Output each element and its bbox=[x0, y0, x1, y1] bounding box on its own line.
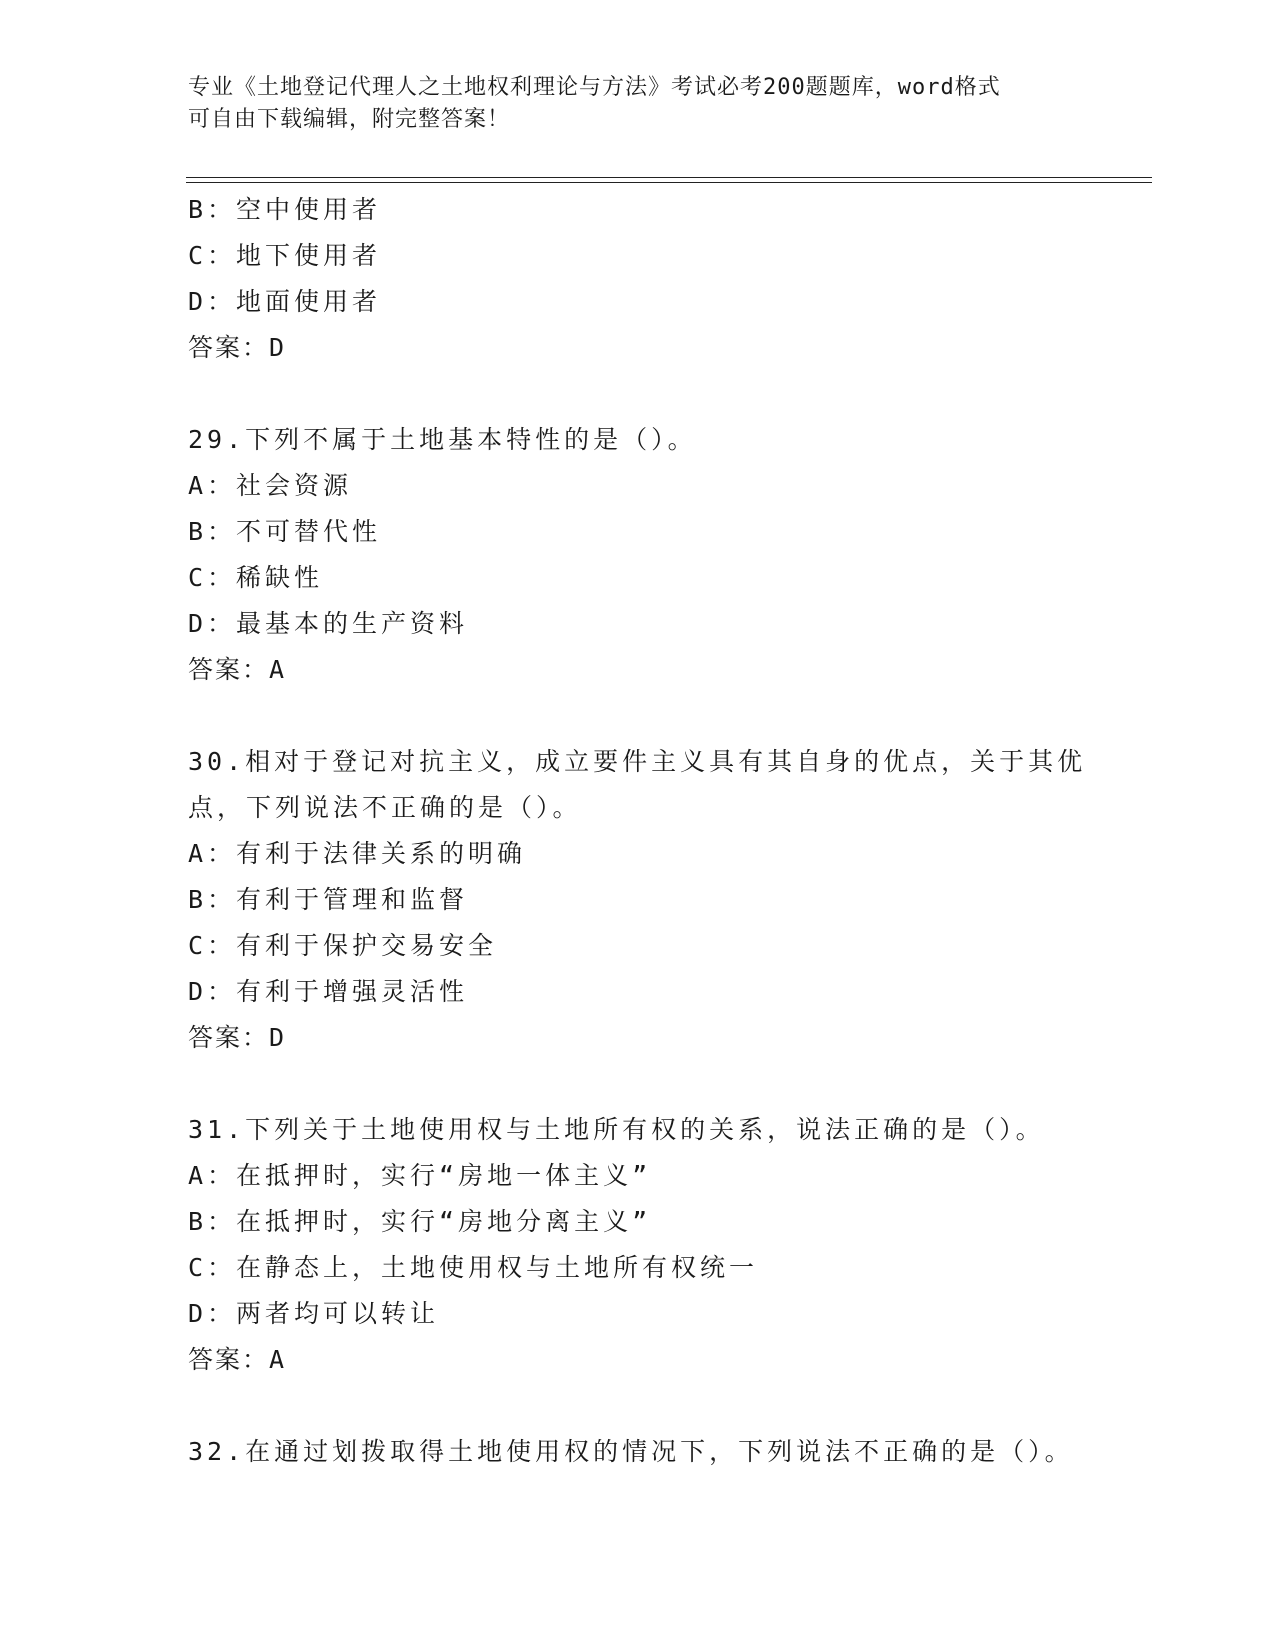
answer-line: 答案：A bbox=[188, 1345, 287, 1374]
header-rule-top bbox=[186, 177, 1152, 178]
answer-line: 答案：D bbox=[188, 1023, 287, 1052]
header-rule-bottom bbox=[186, 182, 1152, 183]
question-stem: 29.下列不属于土地基本特性的是（）。 bbox=[188, 425, 697, 454]
spacer bbox=[188, 1061, 1108, 1107]
question-stem: 31.下列关于土地使用权与土地所有权的关系，说法正确的是（）。 bbox=[188, 1115, 1045, 1144]
answer-line: 答案：D bbox=[188, 333, 287, 362]
question-31 bbox=[188, 1107, 1108, 1383]
answer-line: 答案：A bbox=[188, 655, 287, 684]
option-d: D：最基本的生产资料 bbox=[188, 609, 469, 638]
option-d: D：有利于增强灵活性 bbox=[188, 977, 469, 1006]
question-stem: 32.在通过划拨取得土地使用权的情况下，下列说法不正确的是（）。 bbox=[188, 1437, 1074, 1466]
option-c: C：在静态上，土地使用权与土地所有权统一 bbox=[188, 1253, 759, 1282]
option-d: D：两者均可以转让 bbox=[188, 1299, 440, 1328]
option-a: A：在抵押时，实行“房地一体主义” bbox=[188, 1161, 652, 1190]
question-stem-line-2: 点，下列说法不正确的是（）。 bbox=[188, 793, 582, 822]
question-32 bbox=[188, 1429, 1108, 1475]
spacer bbox=[188, 371, 1108, 417]
option-b: B：空中使用者 bbox=[188, 195, 382, 224]
spacer bbox=[188, 693, 1108, 739]
prev-question-block bbox=[188, 187, 1108, 371]
header-line-2: 可自由下载编辑，附完整答案！ bbox=[188, 107, 511, 132]
question-29 bbox=[188, 417, 1108, 693]
option-d: D：地面使用者 bbox=[188, 287, 382, 316]
option-b: B：在抵押时，实行“房地分离主义” bbox=[188, 1207, 652, 1236]
option-c: C：地下使用者 bbox=[188, 241, 382, 270]
option-a: A：社会资源 bbox=[188, 471, 353, 500]
document-header bbox=[188, 72, 1088, 136]
spacer bbox=[188, 1383, 1108, 1429]
document-body bbox=[188, 187, 1108, 1475]
question-stem-line-1: 30.相对于登记对抗主义，成立要件主义具有其自身的优点，关于其优 bbox=[188, 747, 1087, 776]
header-line-1: 专业《土地登记代理人之土地权利理论与方法》考试必考200题题库，word格式 bbox=[188, 75, 1001, 100]
option-c: C：有利于保护交易安全 bbox=[188, 931, 498, 960]
option-b: B：不可替代性 bbox=[188, 517, 382, 546]
question-30 bbox=[188, 739, 1108, 1061]
option-a: A：有利于法律关系的明确 bbox=[188, 839, 527, 868]
option-c: C：稀缺性 bbox=[188, 563, 324, 592]
option-b: B：有利于管理和监督 bbox=[188, 885, 469, 914]
